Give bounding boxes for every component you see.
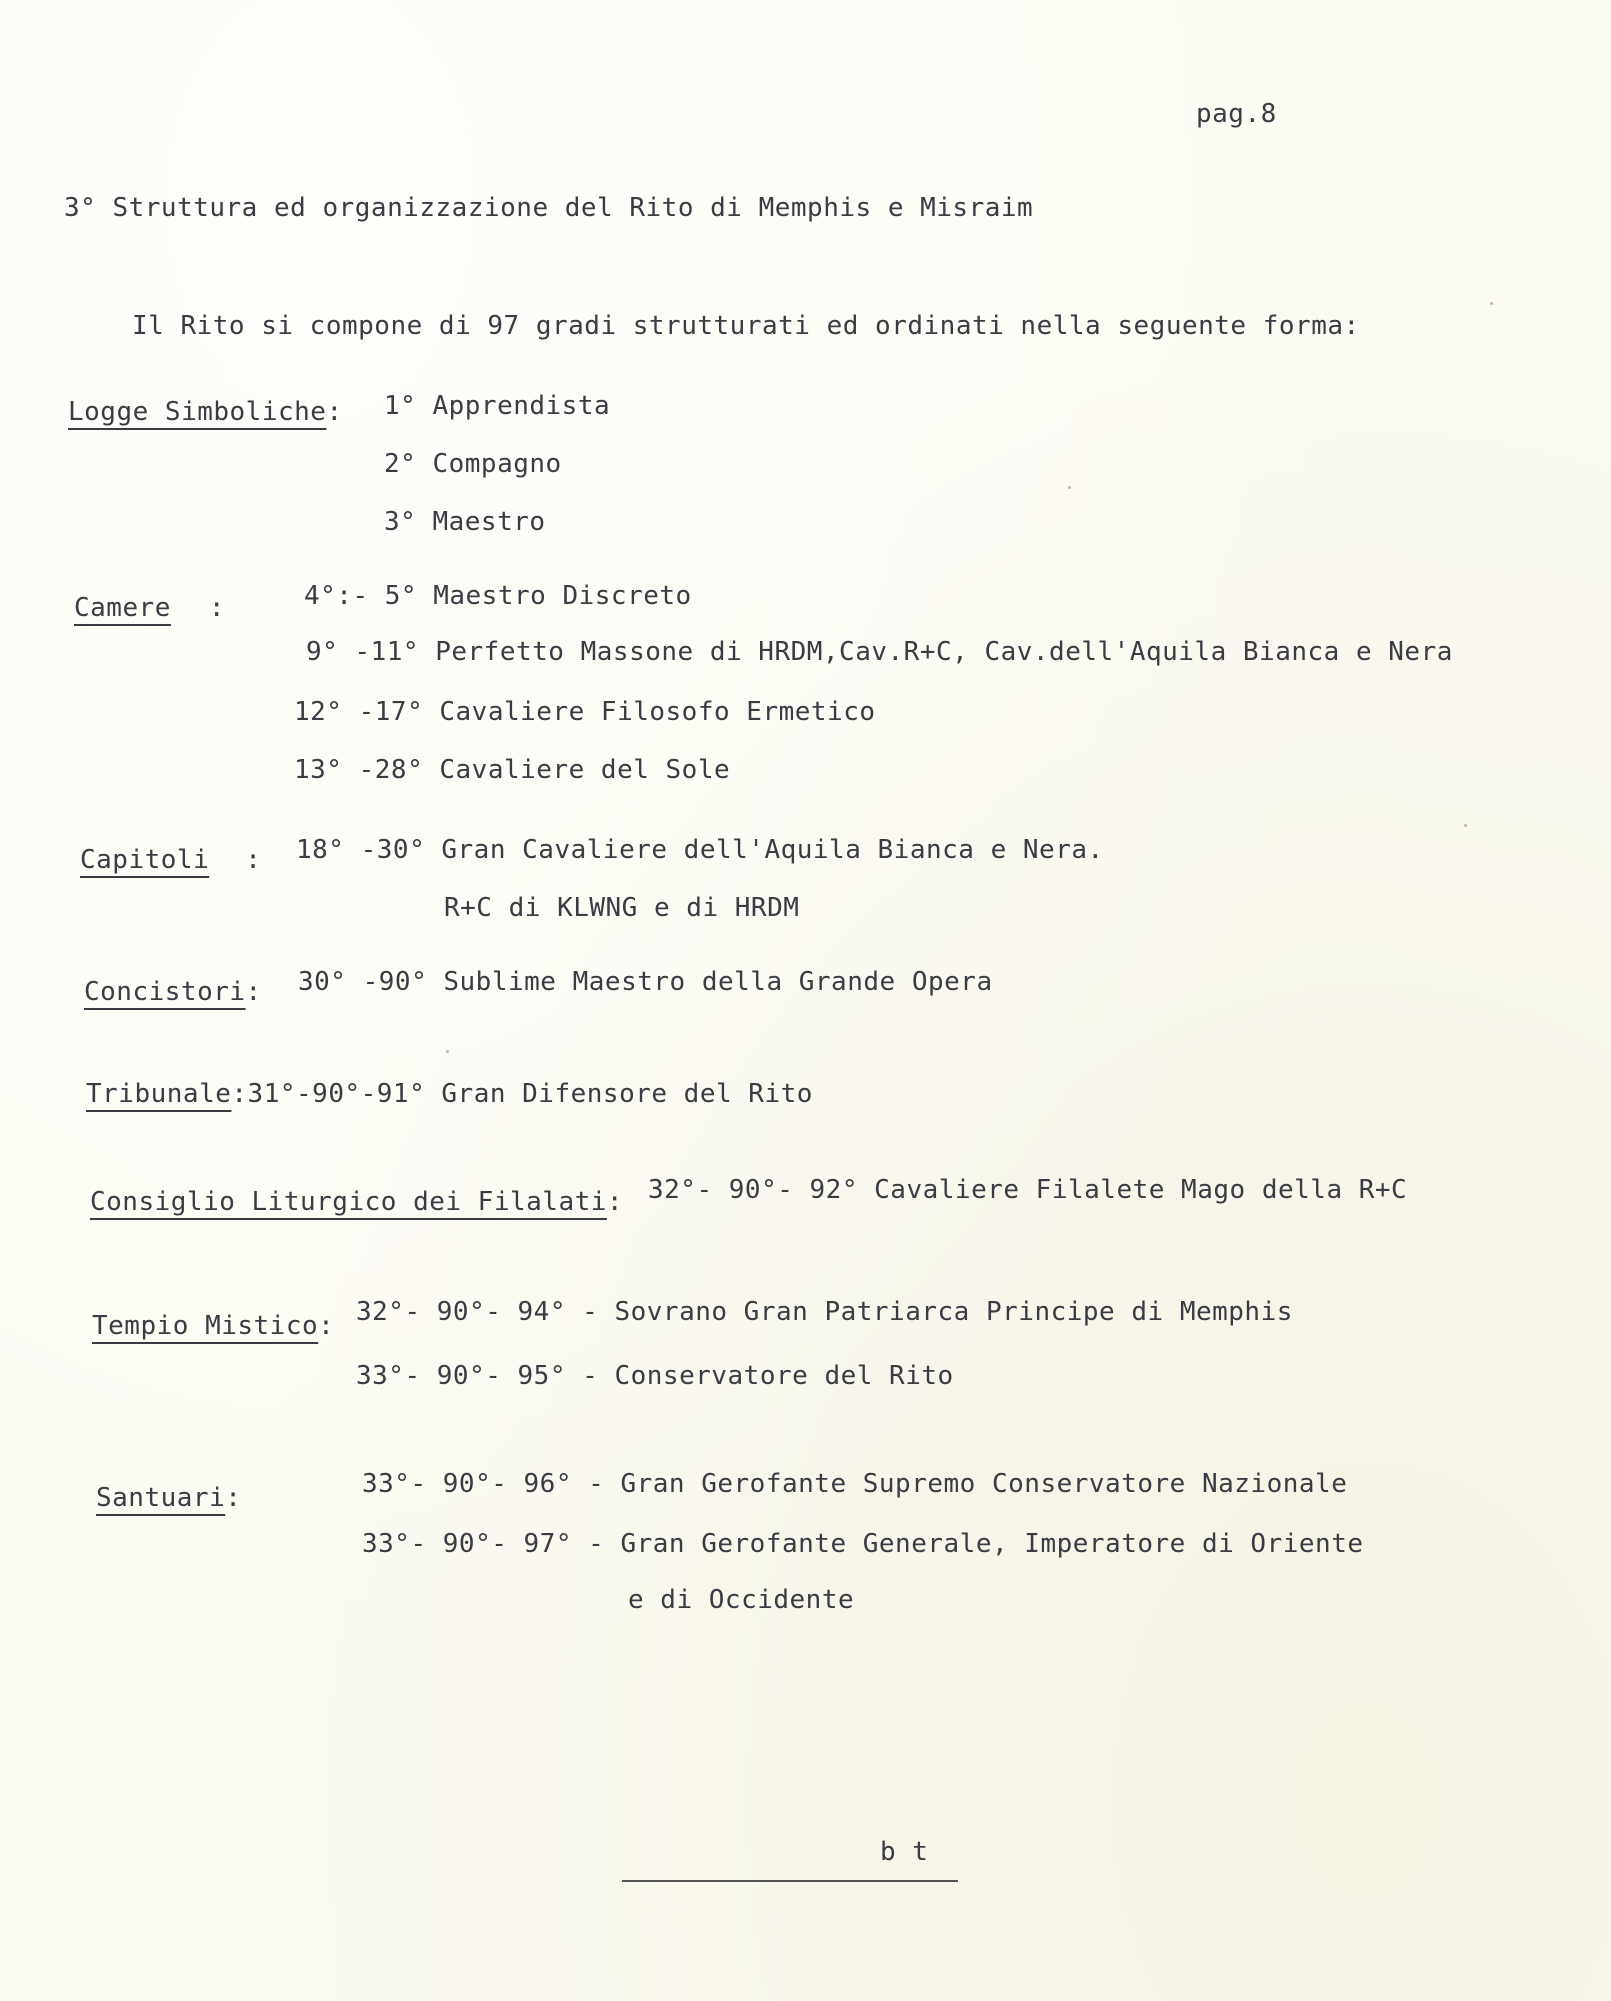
group-label: Tribunale [86, 1079, 232, 1109]
degree-row: 31°-90°-91° Gran Difensore del Rito [247, 1079, 813, 1109]
group-heading [74, 592, 225, 624]
degree-row: 3° Maestro [384, 507, 546, 537]
degree-row: 33°- 90°- 96° - Gran Gerofante Supremo Conservatore Nazionale [362, 1469, 1348, 1499]
degree-row: 18° -30° Gran Cavaliere dell'Aquila Bianca e Nera. [296, 835, 1104, 865]
group-label: Tempio Mistico [92, 1311, 319, 1341]
group-heading [92, 1310, 334, 1342]
group-label-separator: : [326, 397, 343, 427]
degree-row: 32°- 90°- 92° Cavaliere Filalete Mago della R+C [648, 1175, 1408, 1205]
paper-speck [1490, 302, 1493, 305]
degree-row: 30° -90° Sublime Maestro della Grande Opera [298, 967, 993, 997]
group-label: Camere [74, 593, 171, 623]
paper-speck [1068, 486, 1071, 489]
page-number: pag.8 [1196, 99, 1277, 129]
group-label: Capitoli [80, 845, 210, 875]
group-heading [86, 1078, 813, 1110]
group-heading [90, 1186, 623, 1218]
degree-row: 2° Compagno [384, 449, 562, 479]
group-label: Santuari [96, 1483, 226, 1513]
section-title: 3° Struttura ed organizzazione del Rito di Memphis e Misraim [64, 193, 1034, 223]
group-label-separator: : [208, 593, 226, 623]
footer-initials: b t [880, 1837, 929, 1867]
group-label: Logge Simboliche [68, 397, 327, 427]
intro-paragraph: Il Rito si compone di 97 gradi strutturati ed ordinati nella seguente forma: [132, 311, 1360, 341]
group-label-separator: : [225, 1483, 242, 1513]
degree-row: 32°- 90°- 94° - Sovrano Gran Patriarca Principe di Memphis [356, 1297, 1293, 1327]
group-heading [68, 396, 343, 428]
group-label-separator: : [245, 845, 262, 875]
group-heading [84, 976, 262, 1008]
degree-row: 9° -11° Perfetto Massone di HRDM,Cav.R+C, Cav.dell'Aquila Bianca e Nera [306, 637, 1453, 667]
group-label: Consiglio Liturgico dei Filalati [90, 1187, 607, 1217]
group-label: Concistori [84, 977, 246, 1007]
degree-row: 12° -17° Cavaliere Filosofo Ermetico [294, 697, 876, 727]
degree-row: e di Occidente [628, 1585, 855, 1615]
group-label-separator: : [245, 977, 262, 1007]
degree-row: 1° Apprendista [384, 391, 611, 421]
group-label-separator: : [606, 1187, 624, 1217]
paper-speck [446, 1050, 449, 1053]
group-label-separator: : [318, 1311, 335, 1341]
footer-signature-line [622, 1880, 958, 1882]
group-heading [96, 1482, 241, 1514]
degree-row: 33°- 90°- 97° - Gran Gerofante Generale, Imperatore di Oriente [362, 1529, 1364, 1559]
degree-row: R+C di KLWNG e di HRDM [444, 893, 800, 923]
paper-speck [1464, 824, 1467, 827]
degree-row: 13° -28° Cavaliere del Sole [294, 755, 731, 785]
group-label-separator: : [231, 1079, 248, 1109]
degree-row: 4°:- 5° Maestro Discreto [304, 581, 692, 611]
degree-row: 33°- 90°- 95° - Conservatore del Rito [356, 1361, 954, 1391]
group-heading [80, 844, 261, 876]
